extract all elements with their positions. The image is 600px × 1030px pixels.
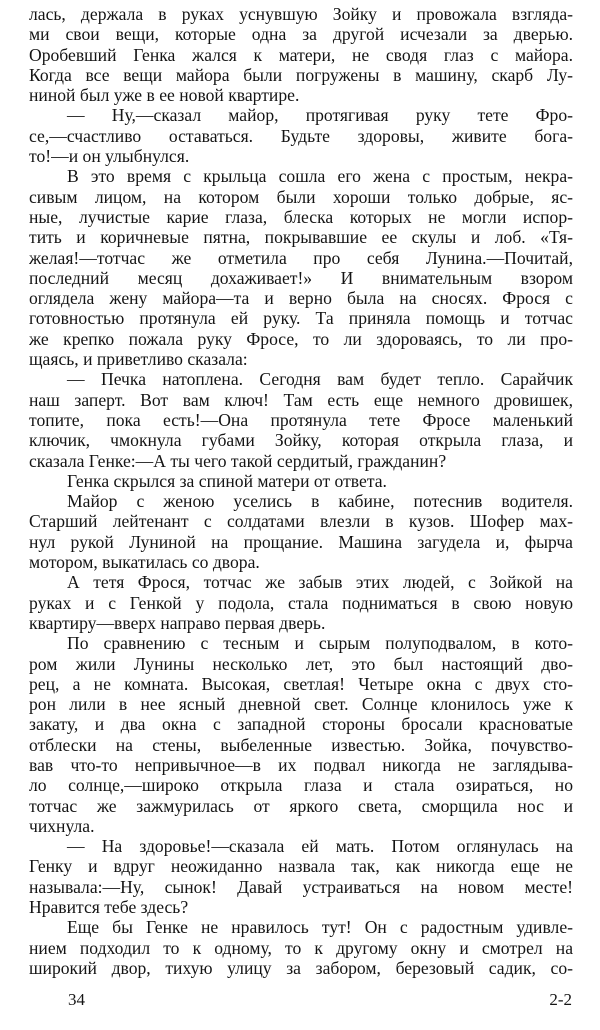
text-line: наш заперт. Вот вам ключ! Там есть еще немного дровишек, [29, 389, 573, 410]
text-line: тить и коричневые пятна, покрывавшие ее скулы и лоб. «Тя- [29, 227, 573, 248]
text-line: последний месяц дохаживает!» И внимательным взором [29, 267, 573, 288]
text-line: Еще бы Генке не нравилось тут! Он с радостным удивле- [67, 917, 573, 938]
text-line: Оробевший Генка жался к матери, не сводя глаз с майора. [29, 44, 573, 65]
text-line: — На здоровье!—сказала ей мать. Потом оглянулась на [67, 836, 573, 857]
text-line: рец, а не комната. Высокая, светлая! Четыре окна с двух сто- [29, 673, 573, 694]
text-line: то!—и он улыбнулся. [29, 146, 190, 167]
text-line: вав что-то непривычное—в их подвал никогда не заглядыва- [29, 754, 573, 775]
text-line: Майор с женою уселись в кабине, потеснив водителя. [67, 491, 573, 512]
text-line: чихнула. [29, 815, 95, 836]
text-line: По сравнению с тесным и сырым полуподвалом, в кото- [67, 633, 573, 654]
text-line: готовностью протянула ей руку. Та приняла помощь и тотчас [29, 308, 573, 329]
text-line: лась, держала в руках уснувшую Зойку и провожала взгляда- [29, 4, 573, 24]
text-line: щаясь, и приветливо сказала: [29, 349, 248, 370]
text-line: ром жили Лунины несколько лет, это был настоящий дво- [29, 653, 573, 674]
text-line: квартиру—вверх направо первая дверь. [29, 612, 326, 633]
text-line: отблески на стены, выбеленные известью. Зойка, почувство- [29, 734, 573, 755]
text-line: се,—счастливо оставаться. Будьте здоровы, живите бога- [29, 125, 573, 146]
page-body-text [29, 4, 573, 978]
text-line: широкий двор, тихую улицу за забором, березовый садик, со- [29, 957, 573, 978]
text-line: ло солнце,—широко открыла глаза и стала озираться, но [29, 775, 573, 796]
text-line: нул рукой Луниной на прощание. Машина загудела и, фырча [29, 531, 573, 552]
text-line: нием подходил то к одному, то к другому окну и смотрел на [29, 937, 573, 958]
text-line: А тетя Фрося, тотчас же забыв этих людей, с Зойкой на [67, 572, 573, 593]
text-line: ми свои вещи, которые одна за другой исчезали за дверью. [29, 24, 573, 45]
text-line: — Печка натоплена. Сегодня вам будет тепло. Сарайчик [67, 369, 573, 390]
text-line: желая!—тотчас же отметила про себя Лунина.—Почитай, [29, 247, 573, 268]
text-line: сказала Генке:—А ты чего такой сердитый, гражданин? [29, 450, 447, 471]
text-line: рон лили в нее ясный дневной свет. Солнце клонилось уже к [29, 694, 573, 715]
text-line: ниной был уже в ее новой квартире. [29, 85, 300, 106]
text-line: В это время с крыльца сошла его жена с простым, некра- [67, 166, 573, 187]
printer-signature: 2-2 [549, 990, 572, 1009]
text-line: мотором, выкатилась со двора. [29, 552, 260, 573]
page-number: 34 [68, 990, 85, 1009]
text-line: тотчас же зажмурилась от яркого света, сморщила нос и [29, 795, 573, 816]
text-line: закату, и два окна с западной стороны бросали красноватые [29, 714, 573, 735]
text-line: Старший лейтенант с солдатами влезли в кузов. Шофер мах- [29, 511, 573, 532]
text-line: топите, пока есть!—Она протянула тете Фросе маленький [29, 409, 573, 430]
text-line: Генку и вдруг неожиданно назвала так, как никогда еще не [29, 856, 573, 877]
text-line: — Ну,—сказал майор, протягивая руку тете Фро- [67, 105, 573, 126]
text-line: Генка скрылся за спиной матери от ответа. [67, 470, 387, 491]
text-line: ключик, чмокнула губами Зойку, которая открыла глаза, и [29, 430, 573, 451]
text-line: же крепко пожала руку Фросе, то ли здороваясь, то ли про- [29, 328, 573, 349]
text-line: сивым лицом, на котором были хороши только добрые, яс- [29, 186, 573, 207]
text-line: ные, лучистые карие глаза, блеска которых не могли испор- [29, 206, 573, 227]
text-line: Когда все вещи майора были погружены в машину, скарб Лу- [29, 64, 573, 85]
text-line: называла:—Ну, сынок! Давай устраиваться на новом месте! [29, 876, 573, 897]
text-line: Нравится тебе здесь? [29, 897, 189, 918]
text-line: оглядела жену майора—та и верно была на сносях. Фрося с [29, 288, 573, 309]
text-line: руках и с Генкой у подола, стала подниматься в свою новую [29, 592, 573, 613]
